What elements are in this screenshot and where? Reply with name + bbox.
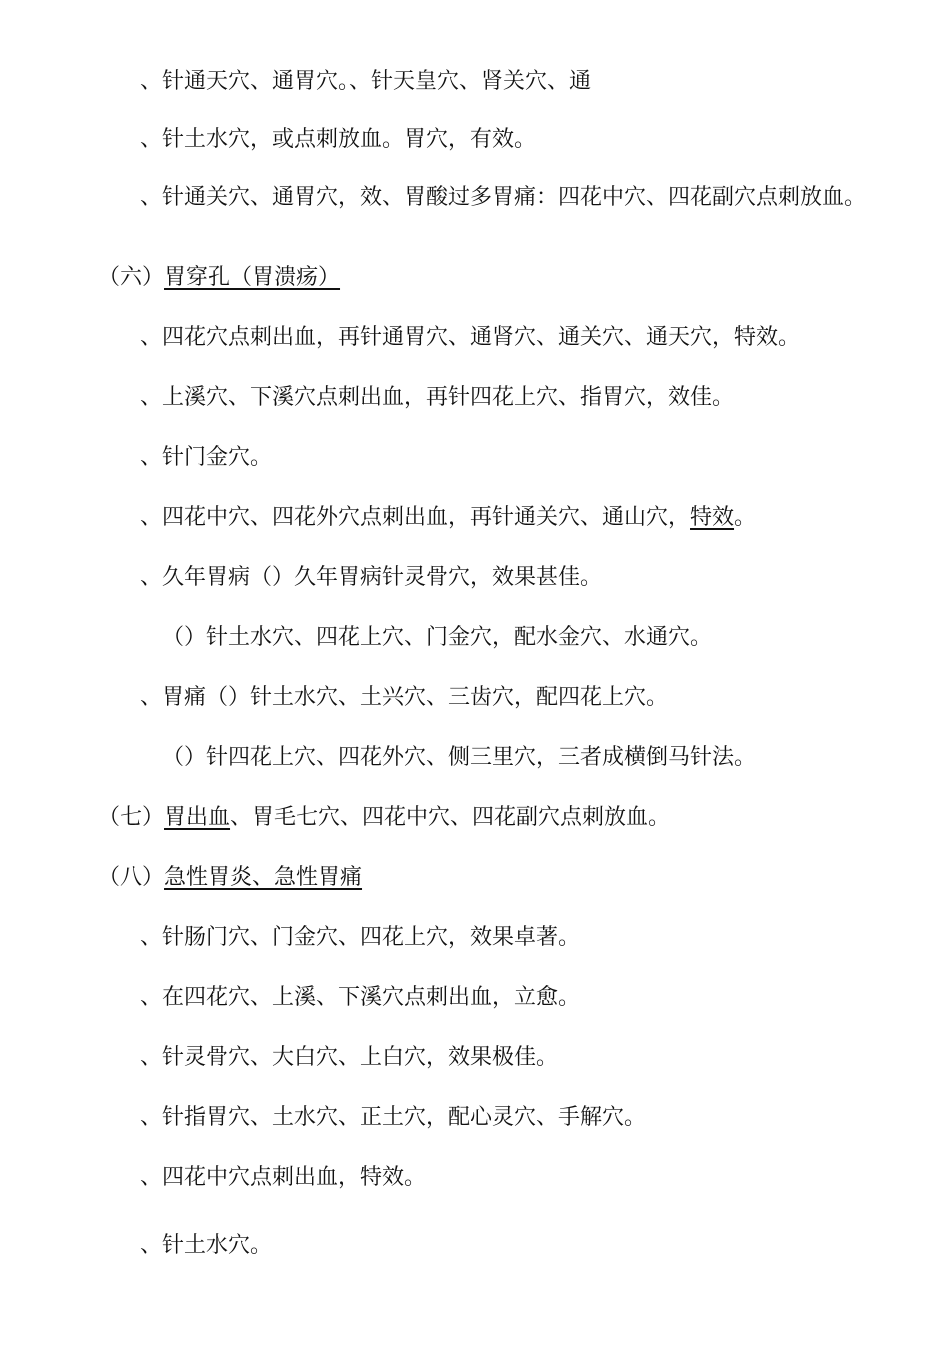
section-title: 胃出血 [164,805,231,830]
text-line: 、针通天穴、通胃穴。、针天皇穴、肾关穴、通 [140,69,592,94]
section-title: 胃穿孔（胃溃疡） [164,265,341,290]
text-line: 、胃痛（）针土水穴、土兴穴、三齿穴，配四花上穴。 [140,685,669,710]
text-segment: 。 [734,505,757,530]
text-line: 、久年胃病（）久年胃病针灵骨穴，效果甚佳。 [140,565,603,590]
text-line: 、针土水穴，或点刺放血。胃穴，有效。 [140,127,537,152]
section-number: （八） [98,865,165,890]
section-number: （七） [98,805,165,830]
text-line: 、四花中穴点刺出血，特效。 [140,1165,427,1190]
text-line: 、上溪穴、下溪穴点刺出血，再针四花上穴、指胃穴，效佳。 [140,385,735,410]
text-line: 、在四花穴、上溪、下溪穴点刺出血，立愈。 [140,985,581,1010]
text-line: 、针肠门穴、门金穴、四花上穴，效果卓著。 [140,925,581,950]
text-line: 、四花穴点刺出血，再针通胃穴、通肾穴、通关穴、通天穴，特效。 [140,325,801,350]
section-number: （六） [98,265,165,290]
text-line: 、针土水穴。 [140,1233,273,1258]
text-line: 、针灵骨穴、大白穴、上白穴，效果极佳。 [140,1045,559,1070]
text-segment: 、胃毛七穴、四花中穴、四花副穴点刺放血。 [230,805,671,830]
text-line: 、针通关穴、通胃穴，效、胃酸过多胃痛：四花中穴、四花副穴点刺放血。 [140,185,867,210]
section-heading [98,804,670,832]
text-line: 、针门金穴。 [140,445,273,470]
text-segment: 、四花中穴、四花外穴点刺出血，再针通关穴、通山穴， [140,505,691,530]
text-line: 、针指胃穴、土水穴、正土穴，配心灵穴、手解穴。 [140,1105,647,1130]
section-heading [98,864,362,892]
text-line [140,504,756,532]
section-heading [98,264,340,292]
section-title: 急性胃炎、急性胃痛 [164,865,363,890]
underlined-text: 特效 [690,505,735,530]
text-line: （）针四花上穴、四花外穴、侧三里穴，三者成横倒马针法。 [162,745,757,770]
text-line: （）针土水穴、四花上穴、门金穴，配水金穴、水通穴。 [162,625,713,650]
